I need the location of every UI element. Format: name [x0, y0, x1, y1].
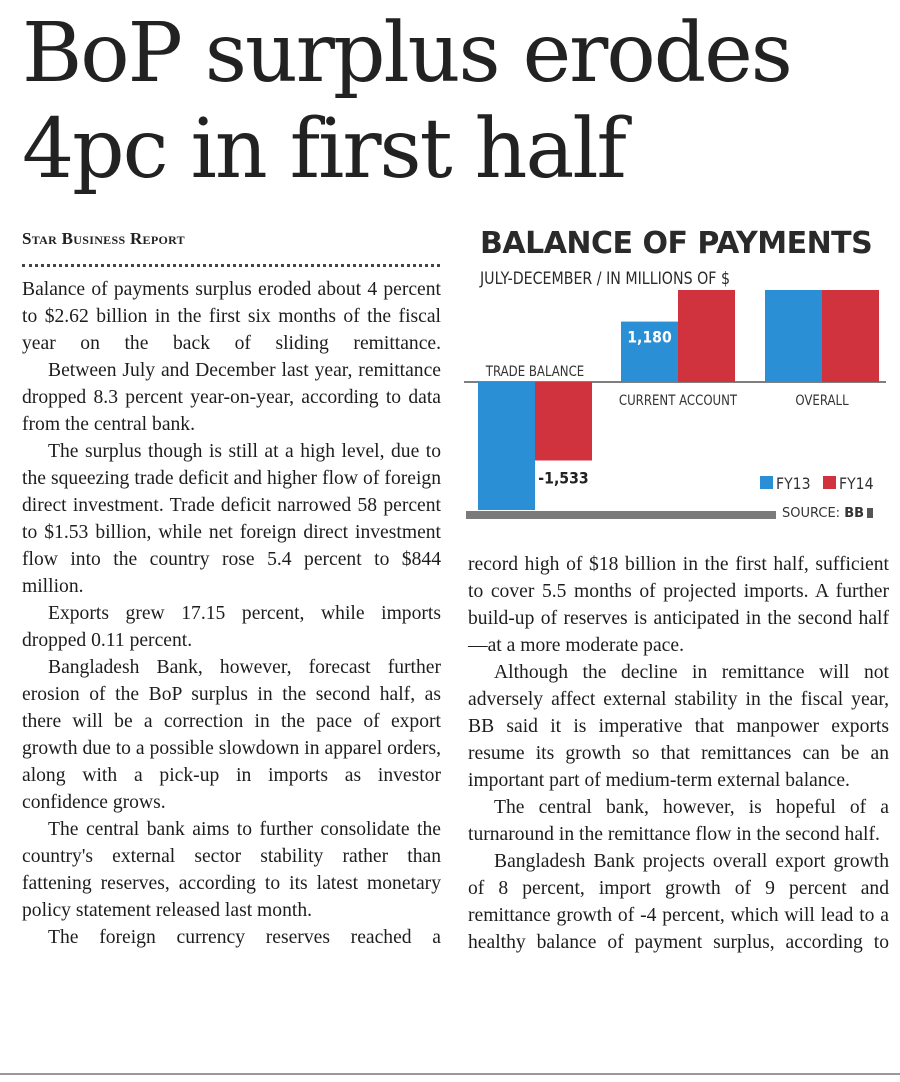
bar-fy14-1 — [678, 290, 735, 382]
bop-bar-chart — [462, 290, 892, 510]
source-bar — [466, 511, 776, 519]
category-label: OVERALL — [795, 393, 849, 410]
bar-fy13-0 — [478, 382, 535, 510]
article-paragraph: Balance of payments surplus eroded about 4 percent to $2.62 billion in the first six months of the fiscal year on the back of sliding remittance. — [22, 279, 441, 354]
source-label — [782, 506, 873, 521]
legend-swatch-fy14 — [823, 476, 836, 489]
bar-fy13-2 — [765, 290, 822, 382]
article-paragraph: Bangladesh Bank projects overall export growth of 8 percent, import growth of 9 percent and remittance growth of -4 percent, which will lead to a healthy balance of payment surplus, according to — [468, 851, 889, 953]
article-paragraph: Exports grew 17.15 percent, while imports dropped 0.11 percent. — [22, 603, 441, 651]
chart-title: BALANCE OF PAYMENTS — [480, 226, 873, 261]
article-paragraph: Bangladesh Bank, however, forecast further erosion of the BoP surplus in the second half, as there will be a correction in the pace of export growth due to a possible slowdown in apparel orders, along with a pick-up in imports as investor confidence grows. — [22, 657, 441, 813]
source-prefix: SOURCE: — [782, 506, 841, 521]
legend-label: FY14 — [839, 474, 874, 494]
byline-divider — [22, 264, 440, 267]
bottom-rule — [0, 1073, 900, 1075]
source-name: BB — [844, 506, 865, 521]
article-paragraph: The surplus though is still at a high level, due to the squeezing trade deficit and higher flow of foreign direct investment. Trade deficit narrowed 58 percent to $1.53 billion, while net foreign direct investment flow into the country rose 5.4 percent to $844 million. — [22, 441, 441, 597]
article-paragraph: The central bank aims to further consolidate the country's external sector stability rather than fattening reserves, according to its latest monetary policy statement released last month. — [22, 819, 441, 921]
category-label: CURRENT ACCOUNT — [618, 393, 738, 410]
legend-label: FY13 — [776, 474, 811, 494]
article-column-right — [468, 551, 889, 956]
article-paragraph: The foreign currency reserves reached a — [48, 927, 441, 948]
bar-fy14-2 — [822, 290, 879, 382]
headline: BoP surplus erodes 4pc in first half — [22, 6, 791, 197]
article-paragraph: record high of $18 billion in the first half, sufficient to cover 5.5 months of projected imports. A further build-up of reserves is anticipated in the second half—at a more moderate pace. — [468, 554, 889, 656]
chart-subtitle: JULY-DECEMBER / IN MILLIONS OF $ — [480, 269, 730, 288]
article-column-left — [22, 276, 441, 951]
article-paragraph: Although the decline in remittance will not adversely affect external stability in the fiscal year, BB said it is imperative that manpower exports resume its growth so that remittances can be an important part of medium-term external balance. — [468, 662, 889, 791]
source-end-mark — [867, 508, 873, 518]
value-label: 1,180 — [627, 327, 672, 347]
value-label: -1,533 — [538, 468, 589, 488]
legend-swatch-fy13 — [760, 476, 773, 489]
article-paragraph: Between July and December last year, remittance dropped 8.3 percent year-on-year, according to data from the central bank. — [22, 360, 441, 435]
bar-fy14-0 — [535, 382, 592, 460]
category-label: TRADE BALANCE — [485, 364, 585, 381]
byline: Star Business Report — [22, 229, 185, 248]
article-paragraph: The central bank, however, is hopeful of a turnaround in the remittance flow in the second half. — [468, 797, 889, 845]
